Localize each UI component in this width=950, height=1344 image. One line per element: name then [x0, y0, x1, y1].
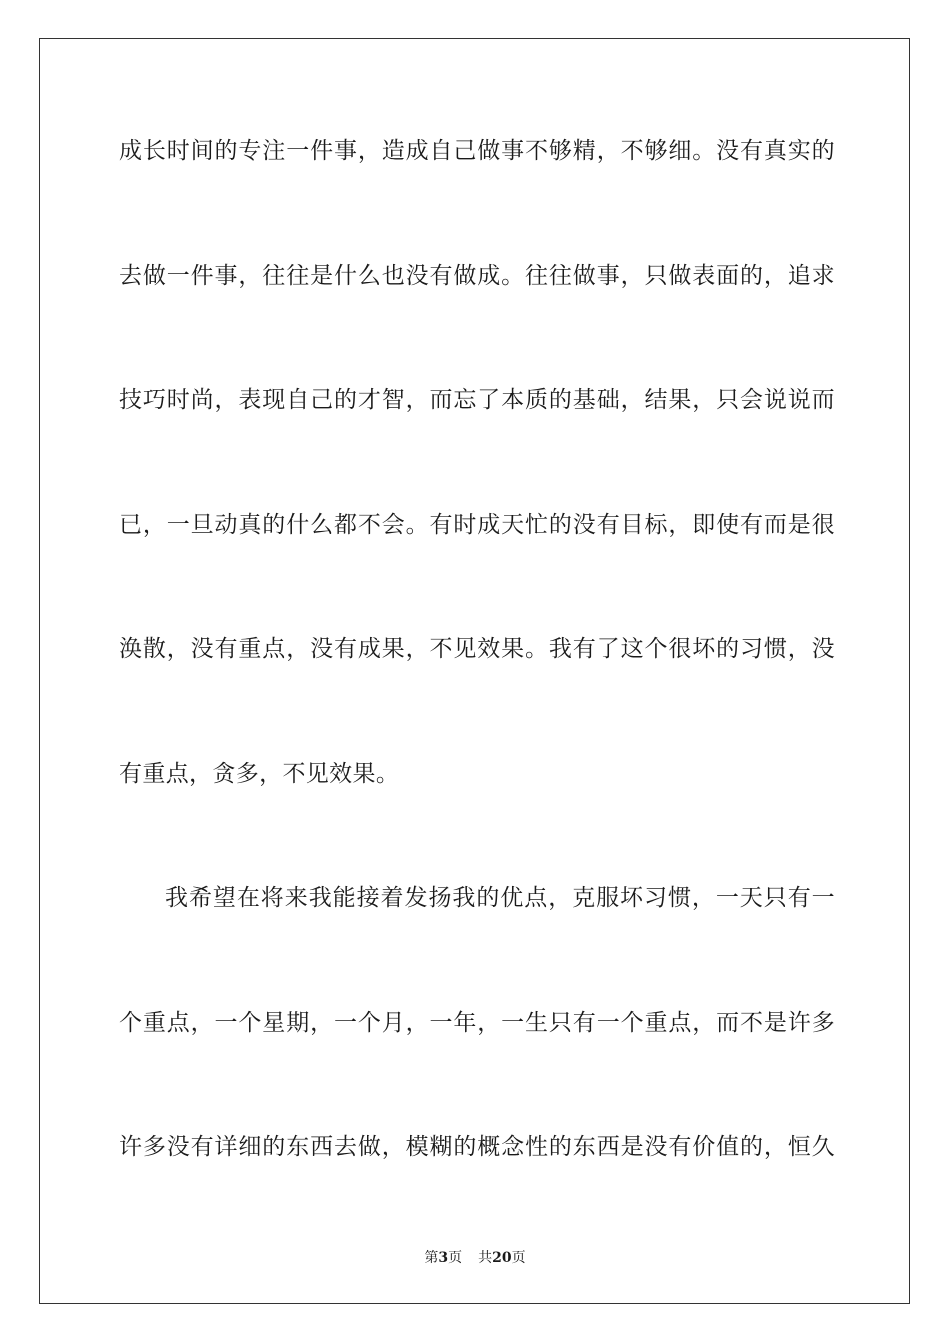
text-line: 技巧时尚，表现自己的才智，而忘了本质的基础，结果，只会说说而 [119, 387, 835, 413]
text-line: 个重点，一个星期，一个月，一年，一生只有一个重点，而不是许多 [119, 1010, 835, 1036]
total-prefix: 共 [478, 1250, 493, 1266]
page-suffix: 页 [448, 1250, 463, 1266]
page-border [39, 38, 910, 1304]
paragraph-first-line: 我希望在将来我能接着发扬我的优点，克服坏习惯，一天只有一 [165, 885, 835, 911]
page-prefix: 第 [424, 1250, 439, 1266]
text-line: 有重点，贪多，不见效果。 [119, 761, 400, 787]
text-line: 涣散，没有重点，没有成果，不见效果。我有了这个很坏的习惯，没 [119, 636, 835, 662]
total-suffix: 页 [511, 1250, 526, 1266]
text-line: 成长时间的专注一件事，造成自己做事不够精，不够细。没有真实的 [119, 138, 835, 164]
text-line: 已，一旦动真的什么都不会。有时成天忙的没有目标，即使有而是很 [119, 512, 835, 538]
page-number: 3 [438, 1250, 449, 1266]
text-line: 许多没有详细的东西去做，模糊的概念性的东西是没有价值的，恒久 [119, 1134, 835, 1160]
page-footer [0, 1247, 950, 1267]
text-line: 去做一件事，往往是什么也没有做成。往往做事，只做表面的，追求 [119, 263, 835, 289]
total-pages: 20 [492, 1250, 512, 1266]
